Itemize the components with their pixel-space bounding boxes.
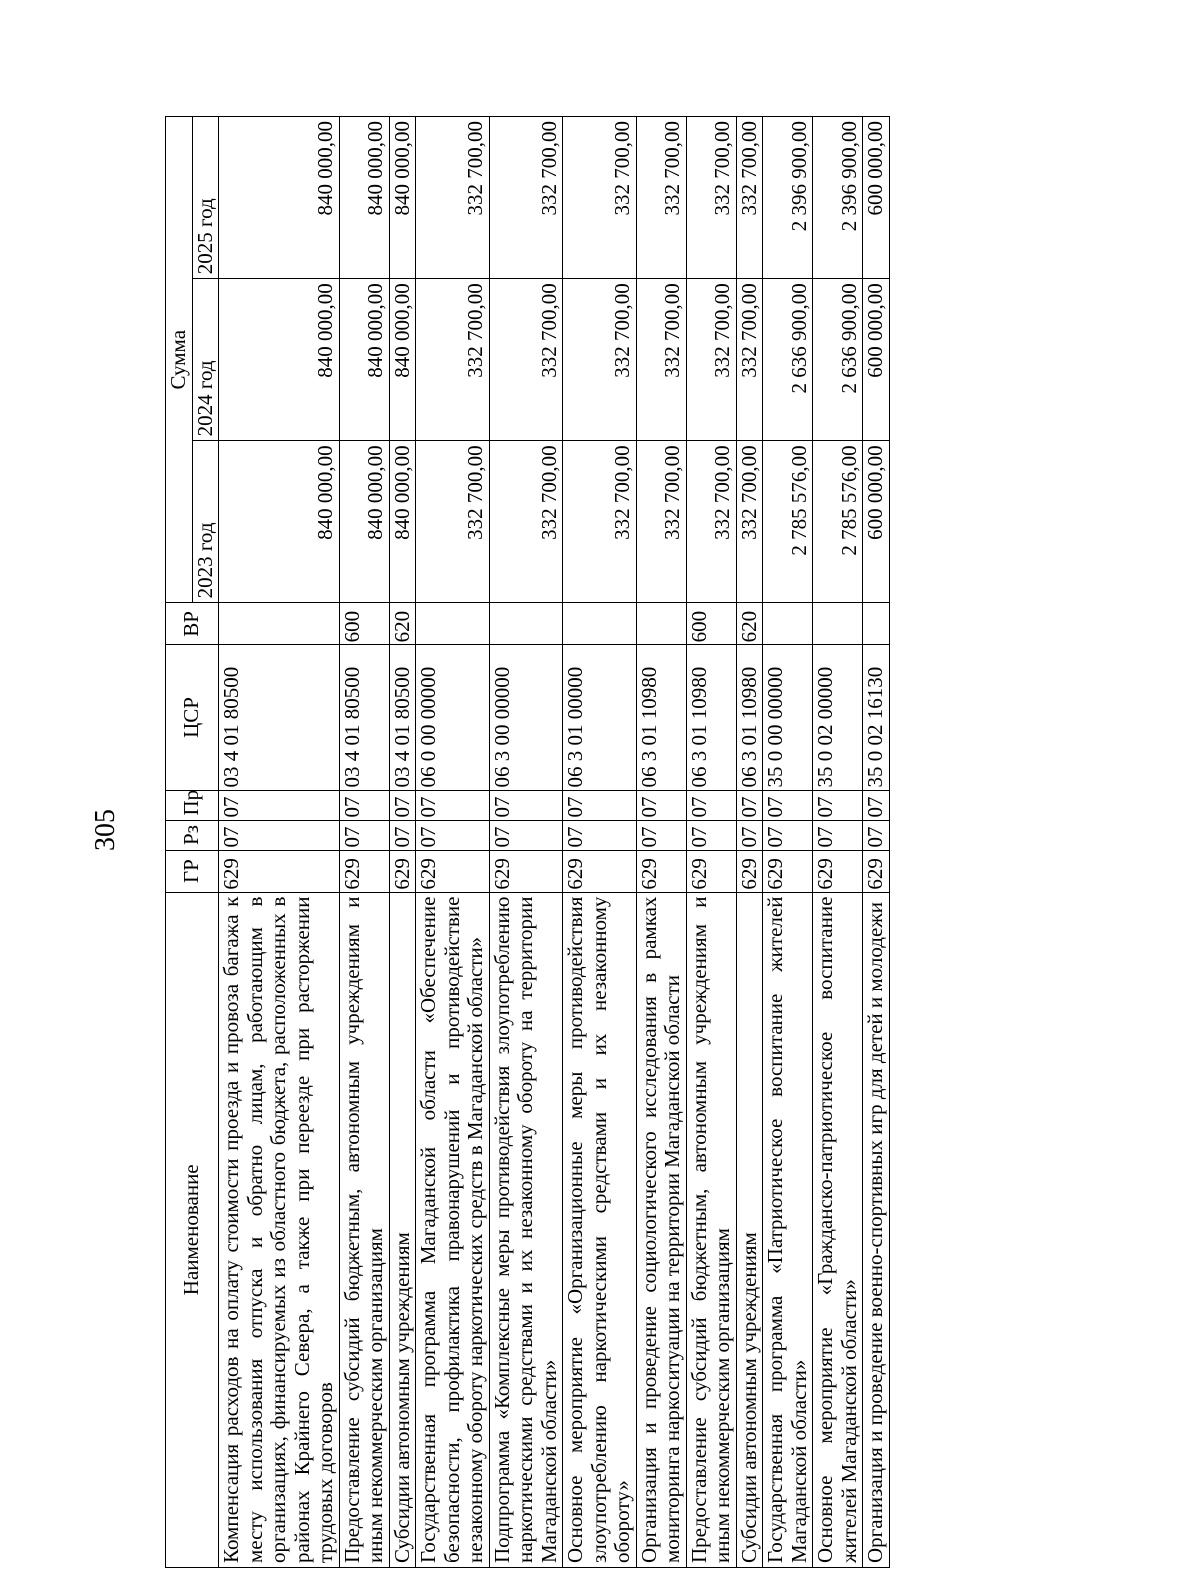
cell-name: Субсидии автономным учреждениям [736, 892, 763, 1567]
cell-rz: 07 [813, 820, 863, 850]
cell-pr: 07 [489, 790, 563, 820]
cell-csr: 35 0 02 16130 [863, 645, 890, 790]
cell-2024: 840 000,00 [389, 279, 416, 441]
cell-2023: 2 785 576,00 [763, 441, 813, 603]
cell-name: Основное мероприятие «Организационные меры противодействия злоупотреблению наркотическими средствами и их незаконному обороту» [563, 892, 637, 1567]
cell-gr: 629 [219, 850, 340, 892]
cell-pr: 07 [563, 790, 637, 820]
cell-name: Субсидии автономным учреждениям [389, 892, 416, 1567]
cell-pr: 07 [813, 790, 863, 820]
table-body [219, 117, 890, 1568]
cell-vr [763, 603, 813, 645]
table-row [416, 117, 490, 1568]
cell-2023: 332 700,00 [489, 441, 563, 603]
table-row [219, 117, 340, 1568]
cell-rz: 07 [636, 820, 686, 850]
table-row [563, 117, 637, 1568]
cell-pr: 07 [389, 790, 416, 820]
cell-csr: 06 3 01 10980 [636, 645, 686, 790]
cell-vr: 600 [339, 603, 389, 645]
cell-csr: 03 4 01 80500 [339, 645, 389, 790]
header-pr: Пр [166, 790, 219, 820]
cell-2025: 332 700,00 [736, 117, 763, 279]
cell-rz: 07 [219, 820, 340, 850]
cell-2024: 332 700,00 [736, 279, 763, 441]
cell-vr: 620 [389, 603, 416, 645]
cell-2023: 332 700,00 [563, 441, 637, 603]
cell-rz: 07 [763, 820, 813, 850]
header-csr: ЦСР [166, 645, 219, 790]
cell-name: Государственная программа «Патриотическое воспитание жителей Магаданской области» [763, 892, 813, 1567]
table-row [636, 117, 686, 1568]
cell-2025: 840 000,00 [339, 117, 389, 279]
budget-table-container [165, 116, 1015, 1568]
budget-table [165, 116, 890, 1568]
cell-pr: 07 [416, 790, 490, 820]
cell-pr: 07 [686, 790, 736, 820]
cell-2023: 840 000,00 [339, 441, 389, 603]
cell-name: Государственная программа Магаданской области «Обеспечение безопасности, профилактика правонарушений и противодействие незаконному обороту наркотических средств в Магаданской области» [416, 892, 490, 1567]
cell-pr: 07 [339, 790, 389, 820]
cell-rz: 07 [686, 820, 736, 850]
cell-2024: 332 700,00 [636, 279, 686, 441]
cell-csr: 06 0 00 00000 [416, 645, 490, 790]
cell-2025: 840 000,00 [219, 117, 340, 279]
cell-gr: 629 [389, 850, 416, 892]
cell-2025: 332 700,00 [686, 117, 736, 279]
cell-rz: 07 [389, 820, 416, 850]
cell-csr: 35 0 02 00000 [813, 645, 863, 790]
cell-vr [219, 603, 340, 645]
cell-rz: 07 [736, 820, 763, 850]
cell-2025: 332 700,00 [489, 117, 563, 279]
cell-2024: 332 700,00 [686, 279, 736, 441]
cell-rz: 07 [563, 820, 637, 850]
cell-2024: 840 000,00 [339, 279, 389, 441]
cell-vr [636, 603, 686, 645]
cell-2024: 2 636 900,00 [813, 279, 863, 441]
cell-2025: 332 700,00 [416, 117, 490, 279]
cell-name: Компенсация расходов на оплату стоимости проезда и провоза багажа к месту использования отпуска и обратно лицам, работающим в организациях, финансируемых из областного бюджета, расположенных в районах Крайнего Севера, а также при переезде при расторжении трудовых договоров [219, 892, 340, 1567]
cell-csr: 03 4 01 80500 [389, 645, 416, 790]
cell-pr: 07 [219, 790, 340, 820]
cell-gr: 629 [813, 850, 863, 892]
cell-gr: 629 [416, 850, 490, 892]
cell-gr: 629 [636, 850, 686, 892]
cell-2025: 332 700,00 [636, 117, 686, 279]
page-number: 305 [90, 809, 121, 851]
cell-vr: 600 [686, 603, 736, 645]
cell-2024: 332 700,00 [563, 279, 637, 441]
cell-2024: 600 000,00 [863, 279, 890, 441]
cell-2023: 332 700,00 [416, 441, 490, 603]
cell-name: Подпрограмма «Комплексные меры противодействия злоупотреблению наркотическими средствами и их незаконному обороту на территории Магаданской области» [489, 892, 563, 1567]
header-2023: 2023 год [192, 441, 219, 603]
cell-gr: 629 [863, 850, 890, 892]
cell-pr: 07 [863, 790, 890, 820]
cell-2024: 332 700,00 [416, 279, 490, 441]
cell-rz: 07 [416, 820, 490, 850]
header-2024: 2024 год [192, 279, 219, 441]
cell-2023: 840 000,00 [219, 441, 340, 603]
cell-rz: 07 [489, 820, 563, 850]
cell-rz: 07 [339, 820, 389, 850]
cell-gr: 629 [339, 850, 389, 892]
cell-csr: 06 3 01 00000 [563, 645, 637, 790]
cell-rz: 07 [863, 820, 890, 850]
cell-gr: 629 [686, 850, 736, 892]
cell-csr: 35 0 00 00000 [763, 645, 813, 790]
cell-vr [416, 603, 490, 645]
cell-csr: 06 3 01 10980 [736, 645, 763, 790]
table-row [686, 117, 736, 1568]
cell-2025: 332 700,00 [563, 117, 637, 279]
cell-2025: 840 000,00 [389, 117, 416, 279]
cell-name: Организация и проведение социологического исследования в рамках мониторинга наркоситуации на территории Магаданской области [636, 892, 686, 1567]
table-row [863, 117, 890, 1568]
cell-vr [563, 603, 637, 645]
cell-vr [489, 603, 563, 645]
cell-pr: 07 [763, 790, 813, 820]
table-row [489, 117, 563, 1568]
cell-2023: 600 000,00 [863, 441, 890, 603]
cell-2025: 2 396 900,00 [813, 117, 863, 279]
cell-2023: 840 000,00 [389, 441, 416, 603]
cell-2025: 600 000,00 [863, 117, 890, 279]
table-row [813, 117, 863, 1568]
cell-gr: 629 [736, 850, 763, 892]
header-gr: ГР [166, 850, 219, 892]
cell-name: Организация и проведение военно-спортивных игр для детей и молодежи [863, 892, 890, 1567]
header-sum: Сумма [166, 117, 193, 603]
cell-2023: 332 700,00 [636, 441, 686, 603]
cell-csr: 03 4 01 80500 [219, 645, 340, 790]
cell-vr [863, 603, 890, 645]
cell-pr: 07 [736, 790, 763, 820]
header-vr: ВР [166, 603, 219, 645]
cell-2025: 2 396 900,00 [763, 117, 813, 279]
cell-gr: 629 [563, 850, 637, 892]
cell-2023: 332 700,00 [736, 441, 763, 603]
header-name: Наименование [166, 892, 219, 1567]
cell-csr: 06 3 01 10980 [686, 645, 736, 790]
cell-gr: 629 [489, 850, 563, 892]
cell-2023: 2 785 576,00 [813, 441, 863, 603]
header-rz: Рз [166, 820, 219, 850]
cell-vr [813, 603, 863, 645]
cell-2024: 840 000,00 [219, 279, 340, 441]
cell-name: Предоставление субсидий бюджетным, автономным учреждениям и иным некоммерческим организациям [339, 892, 389, 1567]
cell-csr: 06 3 00 00000 [489, 645, 563, 790]
cell-pr: 07 [636, 790, 686, 820]
table-row [389, 117, 416, 1568]
header-2025: 2025 год [192, 117, 219, 279]
cell-gr: 629 [763, 850, 813, 892]
cell-name: Основное мероприятие «Гражданско-патриотическое воспитание жителей Магаданской области» [813, 892, 863, 1567]
header-row [166, 117, 193, 1568]
cell-name: Предоставление субсидий бюджетным, автономным учреждениям и иным некоммерческим организациям [686, 892, 736, 1567]
table-row [736, 117, 763, 1568]
table-row [763, 117, 813, 1568]
cell-2024: 2 636 900,00 [763, 279, 813, 441]
cell-2024: 332 700,00 [489, 279, 563, 441]
cell-2023: 332 700,00 [686, 441, 736, 603]
table-row [339, 117, 389, 1568]
cell-vr: 620 [736, 603, 763, 645]
